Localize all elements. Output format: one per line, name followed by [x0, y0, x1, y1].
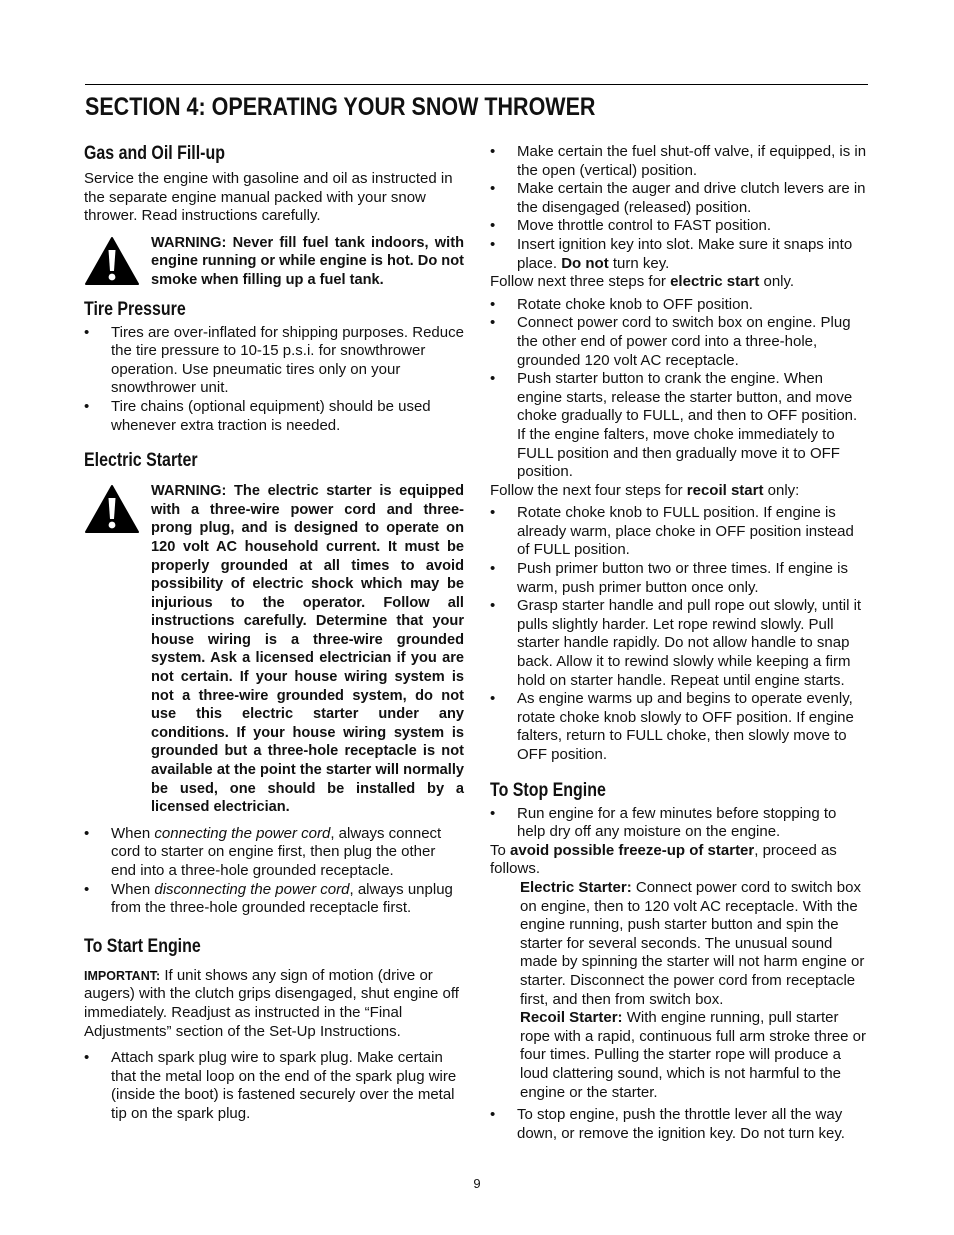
heading-electric-starter: Electric Starter: [84, 450, 198, 472]
electric-start-list: [490, 296, 868, 482]
list-item: • Tire chains (optional equipment) should be used whenever extra traction is needed.: [84, 398, 464, 435]
warning-fuel-text: WARNING: Never fill fuel tank indoors, with engine running or while engine is hot. Do not smoke when filling up a fuel tank.: [151, 234, 464, 288]
stop-final-list: [490, 1106, 868, 1143]
list-item: • Push primer button two or three times. If engine is warm, push primer button once only.: [490, 560, 868, 597]
page-number: 9: [473, 1176, 481, 1191]
spark-plug-list: [84, 1049, 464, 1123]
list-item: • Attach spark plug wire to spark plug. Make certain that the metal loop on the end of the spark plug wire (inside the boot) is fastened securely over the metal tip on the spark plug.: [84, 1049, 464, 1123]
pre-start-list: [490, 143, 868, 273]
list-item: • Push starter button to crank the engine. When engine starts, release the starter button, and move choke gradually to FULL, and then to OFF position. If the engine falters, move choke immediately to FULL position and then gradually move it to OFF position.: [490, 370, 868, 482]
list-item: • Rotate choke knob to OFF position.: [490, 296, 868, 315]
heading-start-engine: To Start Engine: [84, 935, 201, 957]
warning-fuel: [84, 234, 464, 290]
electric-start-intro: Follow next three steps for electric start only.: [490, 273, 795, 291]
list-item: • When connecting the power cord, always connect cord to starter on engine first, then plug the other end into a three-hole grounded receptacle.: [84, 825, 464, 881]
list-item: • As engine warms up and begins to operate evenly, rotate choke knob slowly to OFF position. If engine falters, return to FULL choke, then slowly move to OFF position.: [490, 690, 868, 764]
power-cord-list: [84, 825, 464, 918]
heading-stop-engine: To Stop Engine: [490, 779, 606, 801]
list-item: • Run engine for a few minutes before stopping to help dry off any moisture on the engine.: [490, 805, 868, 842]
list-item: • Make certain the fuel shut-off valve, if equipped, is in the open (vertical) position.: [490, 143, 868, 180]
list-item: • When disconnecting the power cord, always unplug from the three-hole grounded receptacle first.: [84, 881, 464, 918]
tire-list: [84, 324, 464, 436]
warning-exclamation-icon: [84, 236, 140, 286]
left-column: [84, 143, 464, 1124]
warning-exclamation-icon: [84, 484, 140, 534]
heading-tire-pressure: Tire Pressure: [84, 298, 186, 320]
recoil-start-intro: Follow the next four steps for recoil start only:: [490, 481, 800, 499]
electric-starter-freeze: Electric Starter: Connect power cord to switch box on engine, then to 120 volt AC receptacle. With the engine running, push starter button and spin the starter for several seconds. The unusual sound made by spinning the starter will not harm engine or starter. Disconnect the power cord from receptacle first, and then from switch box.: [520, 878, 865, 1008]
list-item: • Rotate choke knob to FULL position. If engine is already warm, place choke in OFF position instead of FULL position.: [490, 504, 868, 560]
gas-oil-text: Service the engine with gasoline and oil as instructed in the separate engine manual packed with your snow thrower. Read instructions carefully.: [84, 170, 453, 225]
right-column: [490, 143, 868, 1143]
recoil-starter-freeze: Recoil Starter: With engine running, pull starter rope with a rapid, continuous full arm stroke three or four times. Pulling the starter rope will produce a loud clattering sound, which is not harmful to the engine or the starter.: [520, 1009, 867, 1101]
list-item: • Grasp starter handle and pull rope out slowly, until it pulls slightly harder. Let rope rewind slowly. Pull starter handle rapidly. Do not allow handle to snap back. Allow it to rewind slowly while keeping a firm hold on starter handle. Repeat until engine starts.: [490, 597, 868, 690]
header-rule: [85, 84, 868, 85]
stop-list: [490, 805, 868, 842]
freeze-up-intro: To avoid possible freeze-up of starter, proceed as follows.: [490, 841, 837, 878]
important-note: IMPORTANT: If unit shows any sign of motion (drive or augers) with the clutch grips disengaged, shut engine off immediately. Readjust as instructed in the “Final Adjustments” section of the Set-Up Instructions.: [84, 966, 459, 1040]
warning-electric-text: WARNING: The electric starter is equipped with a three-wire power cord and three-prong plug, and is designed to operate on 120 volt AC household current. It must be properly grounded at all times to avoid possibility of electric shock which may be injurious to the operator. Follow all instructions carefully. Determine that your house wiring is a three-wire grounded system. Ask a licensed electrician if you are not certain. If your house wiring system is not a three-wire grounded system, do not use this electric starter under any conditions. If your house wiring system is grounded but a three-hole receptacle is not available at the point the starter will normally be used, one should be installed by a licensed electrician.: [151, 483, 464, 816]
list-item: • Tires are over-inflated for shipping purposes. Reduce the tire pressure to 10-15 p.s.i. for snowthrower operation. Use pneumatic tires only on your snowthrower unit.: [84, 324, 464, 398]
list-item: • Move throttle control to FAST position.: [490, 217, 868, 236]
list-item: • Connect power cord to switch box on engine. Plug the other end of power cord into a three-hole, grounded 120 volt AC receptacle.: [490, 314, 868, 370]
recoil-start-list: [490, 504, 868, 764]
warning-electric: [84, 482, 464, 817]
section-title: SECTION 4: OPERATING YOUR SNOW THROWER: [85, 93, 596, 121]
list-item: • Insert ignition key into slot. Make sure it snaps into place. Do not turn key.: [490, 236, 868, 273]
list-item: • To stop engine, push the throttle lever all the way down, or remove the ignition key. Do not turn key.: [490, 1106, 868, 1143]
list-item: • Make certain the auger and drive clutch levers are in the disengaged (released) position.: [490, 180, 868, 217]
heading-gas-oil: Gas and Oil Fill-up: [84, 143, 226, 164]
